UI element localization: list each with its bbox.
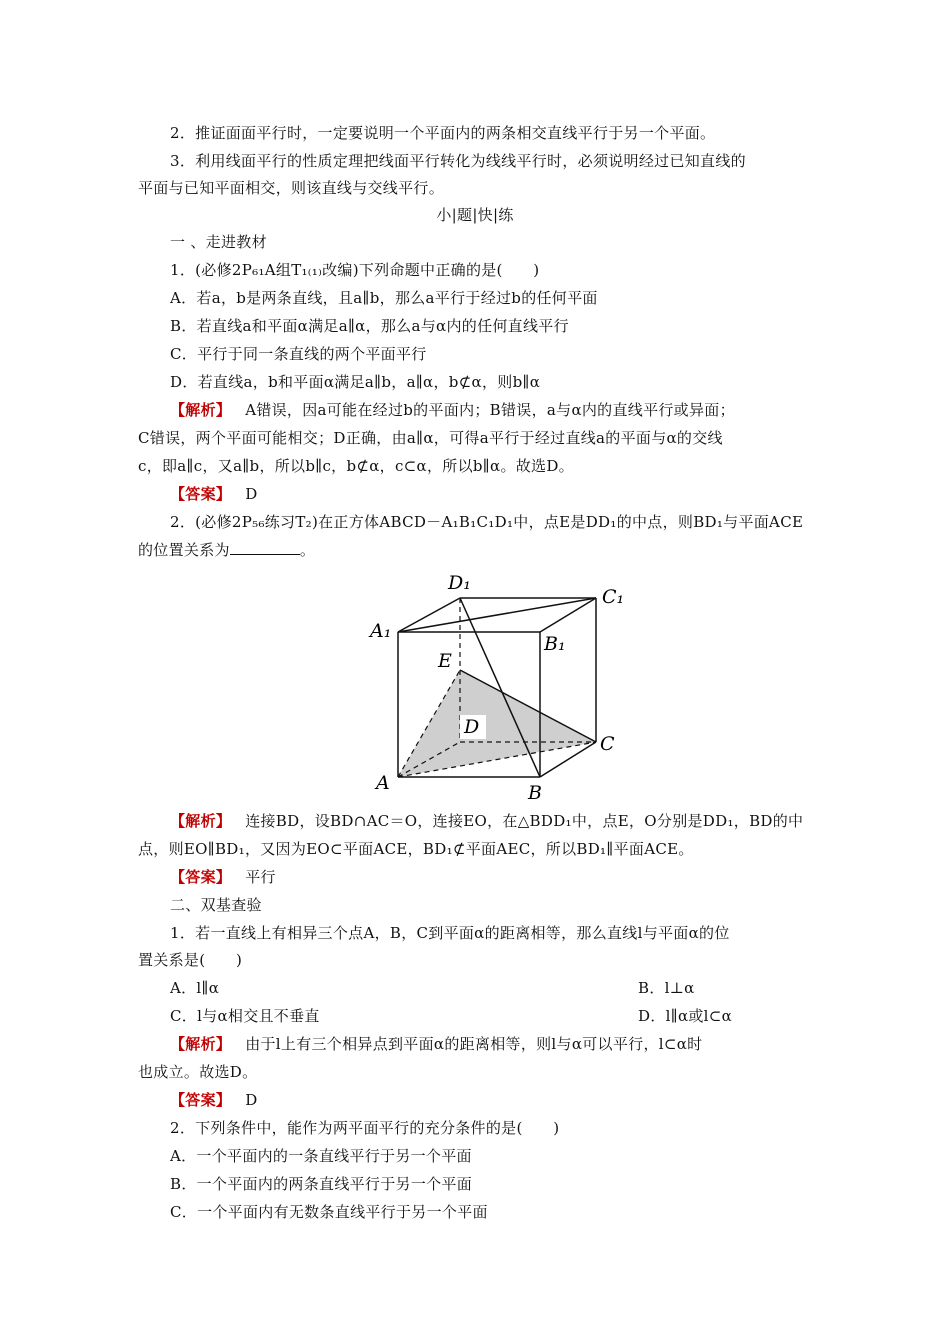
solution-line: 也成立。故选D。 bbox=[138, 1063, 258, 1081]
label-A1: A₁ bbox=[370, 620, 392, 642]
part-heading: 二、双基查验 bbox=[170, 896, 262, 914]
solution-line: C错误，两个平面可能相交；D正确，由a∥α，可得a平行于经过直线a的平面与α的交线 bbox=[138, 429, 723, 447]
question: 1．若一直线上有相异三个点A，B，C到平面α的距离相等，那么直线l与平面α的位 bbox=[170, 924, 730, 942]
solution-line bbox=[170, 808, 850, 834]
text-line: 平面与已知平面相交，则该直线与交线平行。 bbox=[138, 179, 445, 197]
option-b: B．l⊥α bbox=[638, 979, 695, 997]
solution-line bbox=[170, 1031, 850, 1057]
label-D: D bbox=[464, 716, 480, 738]
label-B1: B₁ bbox=[544, 633, 566, 655]
text-line: 3．利用线面平行的性质定理把线面平行转化为线线平行时，必须说明经过已知直线的 bbox=[170, 152, 746, 170]
section-title: 小|题|快|练 bbox=[436, 206, 514, 224]
jiexi-tag: 【解析】 bbox=[170, 812, 232, 830]
question: 2．下列条件中，能作为两平面平行的充分条件的是( ) bbox=[170, 1119, 560, 1137]
solution-text: 由于l上有三个相异点到平面α的距离相等，则l与α可以平行，l⊂α时 bbox=[245, 1035, 703, 1053]
option-a: A．一个平面内的一条直线平行于另一个平面 bbox=[170, 1147, 472, 1165]
jiexi-tag: 【解析】 bbox=[170, 401, 232, 419]
label-C1: C₁ bbox=[602, 586, 625, 608]
option-c: C．l与α相交且不垂直 bbox=[170, 1007, 320, 1025]
option-b: B．若直线a和平面α满足a∥α，那么a与α内的任何直线平行 bbox=[170, 317, 569, 335]
label-B: B bbox=[528, 782, 542, 804]
option-d: D．l∥α或l⊂α bbox=[638, 1007, 733, 1025]
daan-tag: 【答案】 bbox=[170, 868, 232, 886]
answer-text: D bbox=[245, 485, 258, 503]
option-c: C．一个平面内有无数条直线平行于另一个平面 bbox=[170, 1203, 488, 1221]
label-A: A bbox=[376, 772, 390, 794]
daan-tag: 【答案】 bbox=[170, 1091, 232, 1109]
answer-line bbox=[170, 1087, 850, 1113]
label-E: E bbox=[438, 650, 452, 672]
question: 2．(必修2P₅₆练习T₂)在正方体ABCD－A₁B₁C₁D₁中，点E是DD₁的中点，则BD₁与平面ACE bbox=[170, 513, 804, 531]
label-D1: D₁ bbox=[448, 572, 471, 594]
option-a: A．l∥α bbox=[170, 979, 220, 997]
part-heading: 一 、走进教材 bbox=[170, 233, 267, 251]
solution-line: 点，则EO∥BD₁，又因为EO⊂平面ACE，BD₁⊄平面AEC，所以BD₁∥平面ACE。 bbox=[138, 840, 694, 858]
question-line bbox=[138, 537, 818, 563]
option-b: B．一个平面内的两条直线平行于另一个平面 bbox=[170, 1175, 473, 1193]
jiexi-tag: 【解析】 bbox=[170, 1035, 232, 1053]
question-text: 的位置关系为 bbox=[138, 541, 230, 559]
solution-line: c，即a∥c，又a∥b，所以b∥c，b⊄α，c⊂α，所以b∥α。故选D。 bbox=[138, 457, 574, 475]
answer-blank bbox=[230, 539, 300, 555]
cube-figure bbox=[360, 565, 630, 805]
option-a: A．若a，b是两条直线，且a∥b，那么a平行于经过b的任何平面 bbox=[170, 289, 598, 307]
solution-line bbox=[170, 397, 850, 423]
solution-text: 连接BD，设BD∩AC＝O，连接EO，在△BDD₁中，点E，O分别是DD₁，BD的中 bbox=[245, 812, 804, 830]
question-end: 。 bbox=[299, 541, 316, 559]
label-C: C bbox=[600, 733, 615, 755]
answer-line bbox=[170, 864, 850, 890]
solution-text: A错误，因a可能在经过b的平面内；B错误，a与α内的直线平行或异面； bbox=[245, 401, 735, 419]
answer-text: D bbox=[245, 1091, 258, 1109]
text-line: 2．推证面面平行时，一定要说明一个平面内的两条相交直线平行于另一个平面。 bbox=[170, 124, 716, 142]
answer-text: 平行 bbox=[245, 868, 276, 886]
option-d: D．若直线a，b和平面α满足a∥b，a∥α，b⊄α，则b∥α bbox=[170, 373, 541, 391]
question-line: 置关系是( ) bbox=[138, 951, 243, 969]
daan-tag: 【答案】 bbox=[170, 485, 232, 503]
answer-line bbox=[170, 481, 850, 507]
option-c: C．平行于同一条直线的两个平面平行 bbox=[170, 345, 427, 363]
question: 1．(必修2P₆₁A组T₁₍₁₎改编)下列命题中正确的是( ) bbox=[170, 261, 540, 279]
